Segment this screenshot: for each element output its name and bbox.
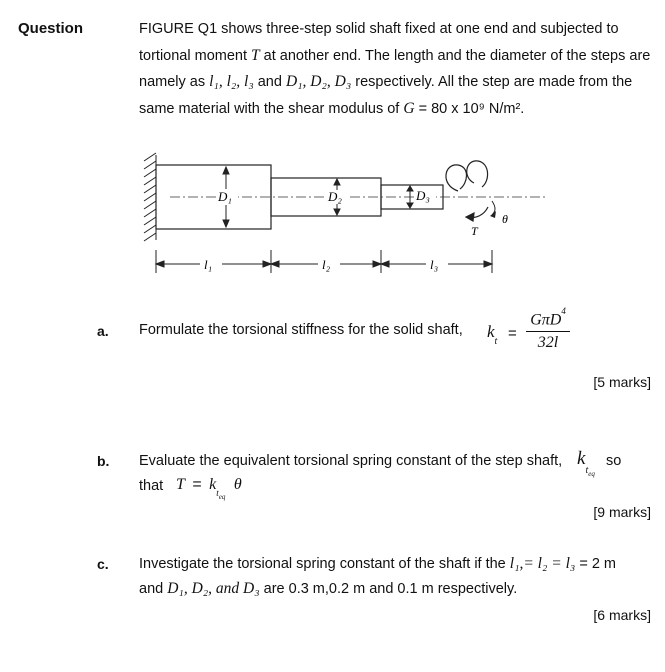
fraction-bar [526, 331, 570, 332]
fraction-denominator: 32l [537, 334, 559, 352]
part-a-fraction [522, 305, 574, 353]
label-theta: θ [502, 212, 508, 226]
question-label: Question [18, 20, 84, 37]
part-b-that: that [139, 478, 164, 494]
part-b-text: Evaluate the equivalent torsional spring constant of the step shaft, [139, 453, 563, 469]
fixed-wall [144, 153, 156, 241]
part-c-line1: Investigate the torsional spring constant of the shaft if the l₁,= l₂ = l₃ = 2 m [139, 555, 616, 572]
part-a-kt: $k_t$ [487, 322, 498, 348]
part-c-letter: c. [97, 556, 109, 572]
label-d1: D₁ [218, 189, 232, 204]
part-b-letter: b. [97, 453, 110, 469]
part-b-k: $k_{t_{eq}}$ [577, 448, 595, 478]
part-c-marks: [6 marks] [593, 607, 651, 623]
fraction-numerator: GπD$^4$ [530, 306, 566, 329]
part-c-line2: and D₁, D₂, and D₃ are 0.3 m,0.2 m and 0.1 m respectively. [139, 580, 518, 597]
question-intro: FIGURE Q1 shows three-step solid shaft fixed at one end and subjected to tortional moment T at another end. The length and the diameter of the steps are namely as l₁, l₂, l₃ and D₁, D₂, D₃ respectively. All the step are made from the same material with the shear modulus of G = 80 x 10⁹ N/m². [139, 21, 651, 117]
part-a-text: Formulate the torsional stiffness for the solid shaft, [139, 322, 463, 338]
label-l2: l₂ [322, 257, 331, 272]
label-l3: l₃ [430, 257, 439, 272]
torque-symbol [446, 161, 488, 221]
part-a-marks: [5 marks] [593, 374, 651, 390]
figure-q1-shaft-diagram [140, 145, 550, 280]
label-d2: D₂ [328, 189, 342, 204]
label-d3: D₃ [416, 188, 430, 203]
label-l1: l₁ [204, 257, 213, 272]
part-b-so: so [606, 453, 622, 469]
part-b-equation: $T = k_{t_{eq}}$ θ [176, 476, 242, 501]
part-a-equals: = [508, 325, 517, 342]
part-b-marks: [9 marks] [593, 504, 651, 520]
part-a-letter: a. [97, 323, 109, 339]
label-torque-t: T [471, 224, 478, 238]
